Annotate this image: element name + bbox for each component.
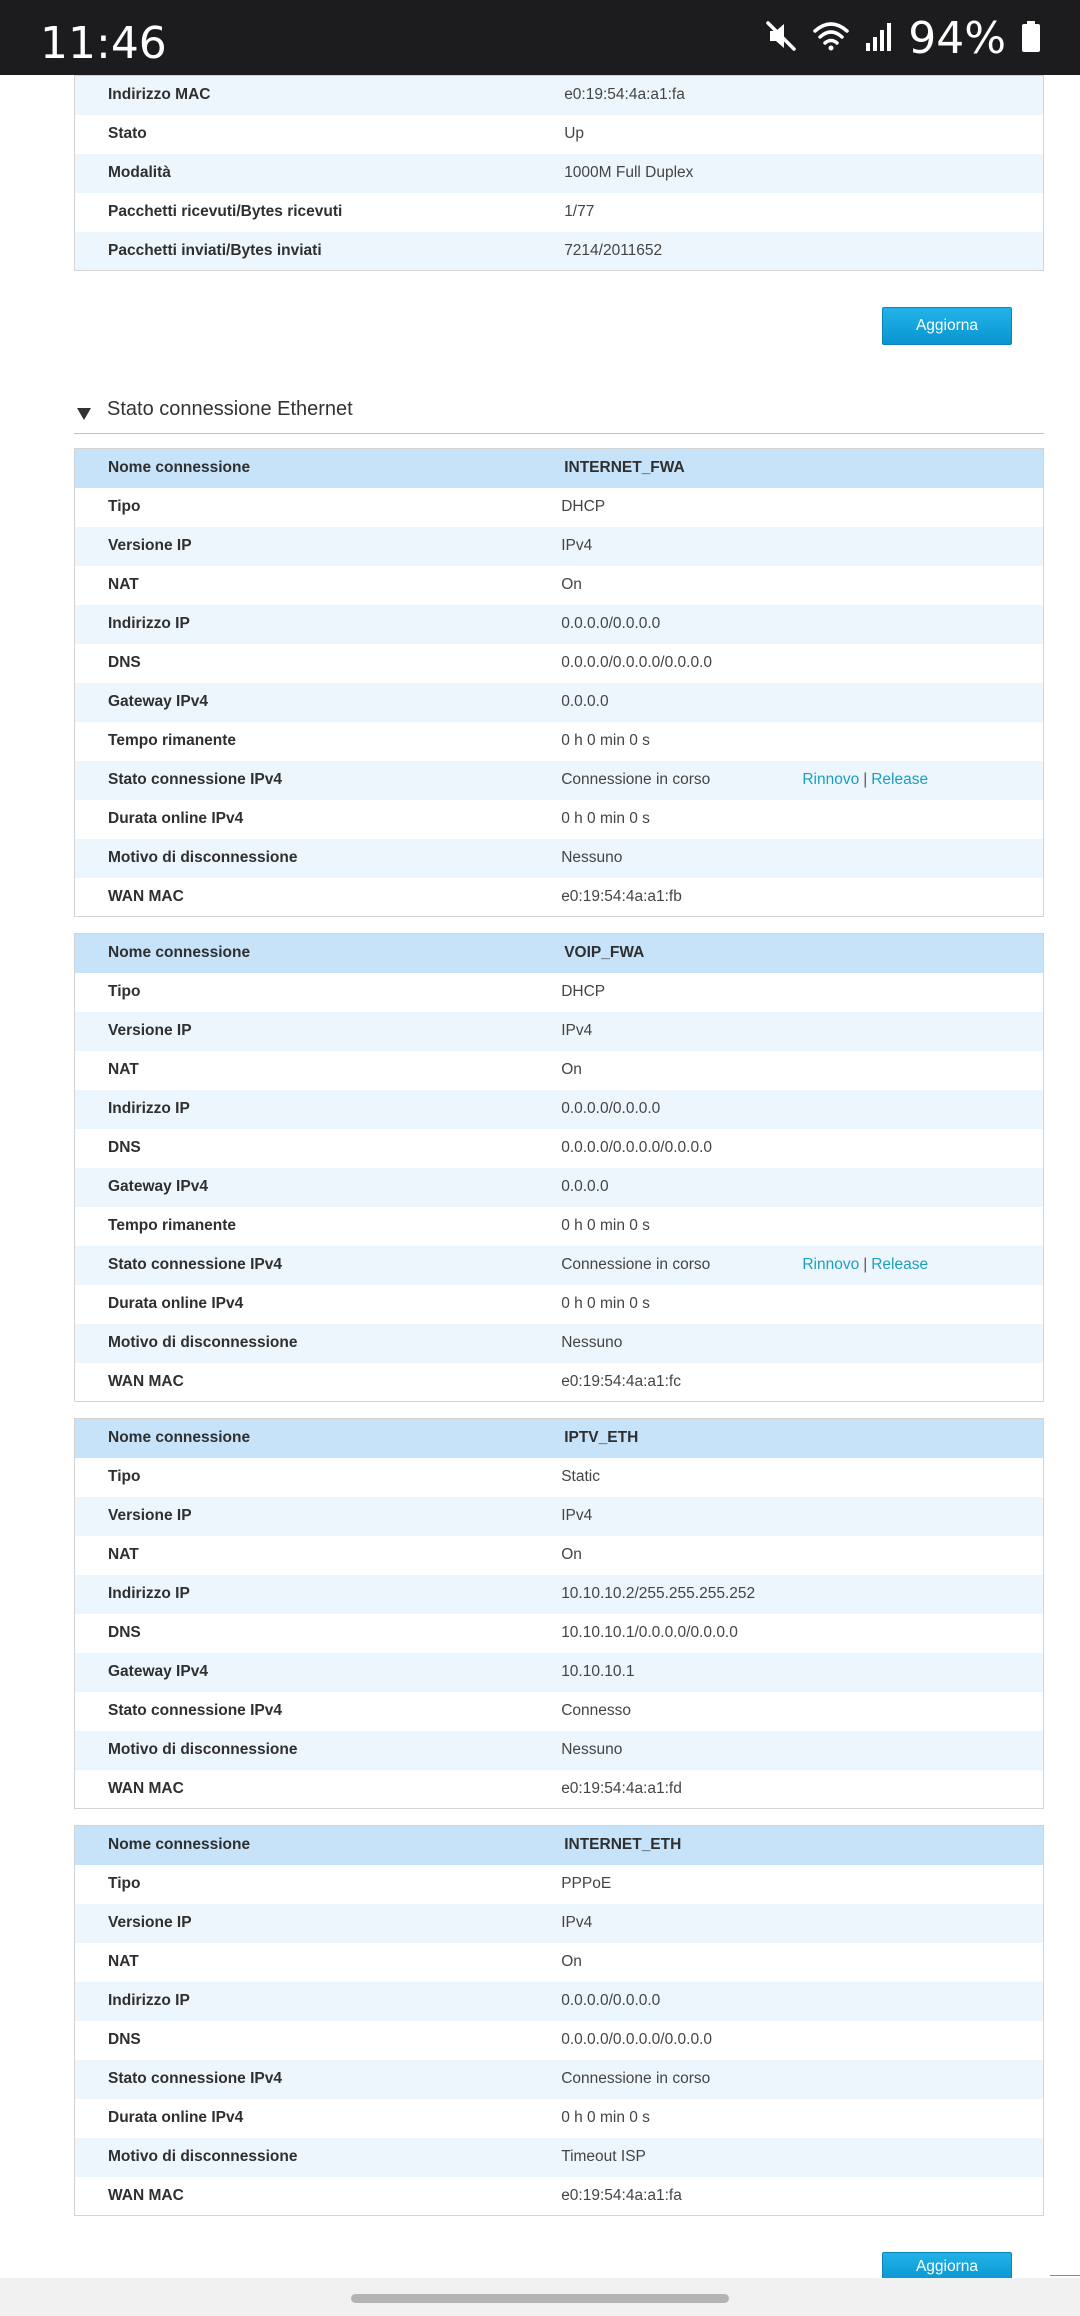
- table-row: [75, 1246, 1044, 1285]
- row-value: 10.10.10.2/255.255.255.252: [561, 1575, 802, 1614]
- row-label: Modalità: [75, 154, 562, 193]
- table-row: [75, 1692, 1044, 1731]
- row-value: IPv4: [561, 1497, 802, 1536]
- row-actions: [802, 1731, 1043, 1770]
- table-row: [75, 1207, 1044, 1246]
- row-value: 0.0.0.0/0.0.0.0/0.0.0.0: [561, 1129, 802, 1168]
- row-actions: [802, 1012, 1043, 1051]
- row-actions: [802, 1246, 1043, 1285]
- row-value: Nessuno: [561, 1731, 802, 1770]
- row-actions: [802, 1207, 1043, 1246]
- row-actions: [802, 878, 1043, 917]
- row-label: Durata online IPv4: [75, 800, 562, 839]
- connection-name-label: Nome connessione: [75, 449, 562, 488]
- table-row: [75, 2099, 1044, 2138]
- row-value: Static: [561, 1458, 802, 1497]
- table-row: [75, 232, 1044, 271]
- row-label: NAT: [75, 1943, 562, 1982]
- wifi-icon: [812, 19, 850, 58]
- table-row: [75, 1731, 1044, 1770]
- connection-name: INTERNET_FWA: [561, 449, 1043, 488]
- row-label: Tipo: [75, 973, 562, 1012]
- row-label: Versione IP: [75, 1497, 562, 1536]
- row-value: e0:19:54:4a:a1:fc: [561, 1363, 802, 1402]
- row-value: IPv4: [561, 527, 802, 566]
- table-row: [75, 839, 1044, 878]
- row-label: Motivo di disconnessione: [75, 2138, 562, 2177]
- connection-name-label: Nome connessione: [75, 1419, 562, 1458]
- mute-icon: [764, 19, 798, 58]
- row-actions: [802, 1614, 1043, 1653]
- row-actions: [802, 1497, 1043, 1536]
- row-label: Tipo: [75, 1458, 562, 1497]
- row-value: On: [561, 1536, 802, 1575]
- row-actions: [802, 1090, 1043, 1129]
- row-label: Pacchetti ricevuti/Bytes ricevuti: [75, 193, 562, 232]
- row-label: Indirizzo IP: [75, 1090, 562, 1129]
- row-value: IPv4: [561, 1012, 802, 1051]
- table-row: [75, 1129, 1044, 1168]
- row-value: On: [561, 566, 802, 605]
- row-label: Stato: [75, 115, 562, 154]
- table-row: [75, 1458, 1044, 1497]
- row-actions: [802, 1129, 1043, 1168]
- row-value: On: [561, 1051, 802, 1090]
- row-actions: [802, 2177, 1043, 2216]
- row-value: Nessuno: [561, 839, 802, 878]
- connection-header-row: [75, 1419, 1044, 1458]
- renew-link[interactable]: Rinnovo: [802, 771, 860, 788]
- table-row: [75, 2177, 1044, 2216]
- row-actions: [802, 1943, 1043, 1982]
- row-label: NAT: [75, 566, 562, 605]
- row-actions: [802, 1285, 1043, 1324]
- table-row: [75, 1614, 1044, 1653]
- table-row: [75, 1285, 1044, 1324]
- table-row: [75, 761, 1044, 800]
- collapse-triangle-icon[interactable]: [77, 408, 91, 420]
- connection-table: [74, 1825, 1044, 2216]
- row-label: Motivo di disconnessione: [75, 1324, 562, 1363]
- row-actions: [802, 605, 1043, 644]
- table-row: [75, 1536, 1044, 1575]
- navigation-bar: [0, 2278, 1080, 2316]
- row-label: Motivo di disconnessione: [75, 1731, 562, 1770]
- table-row: [75, 1363, 1044, 1402]
- row-label: Tipo: [75, 488, 562, 527]
- row-actions: [802, 2138, 1043, 2177]
- row-value: 0.0.0.0/0.0.0.0: [561, 1982, 802, 2021]
- connection-table: [74, 1418, 1044, 1809]
- table-row: [75, 2021, 1044, 2060]
- row-actions: [802, 1982, 1043, 2021]
- row-value: Connessione in corso: [561, 761, 802, 800]
- table-row: [75, 2138, 1044, 2177]
- table-row: [75, 605, 1044, 644]
- connection-name: IPTV_ETH: [561, 1419, 1043, 1458]
- row-value: 0 h 0 min 0 s: [561, 800, 802, 839]
- row-value: DHCP: [561, 973, 802, 1012]
- row-value: 0 h 0 min 0 s: [561, 1207, 802, 1246]
- table-row: [75, 1904, 1044, 1943]
- table-row: [75, 1943, 1044, 1982]
- row-label: WAN MAC: [75, 2177, 562, 2216]
- row-label: Motivo di disconnessione: [75, 839, 562, 878]
- row-label: Durata online IPv4: [75, 2099, 562, 2138]
- table-row: [75, 1653, 1044, 1692]
- connection-name-label: Nome connessione: [75, 934, 562, 973]
- row-label: Indirizzo IP: [75, 605, 562, 644]
- row-label: Indirizzo IP: [75, 1575, 562, 1614]
- section-header[interactable]: [74, 394, 1044, 434]
- connection-table: [74, 448, 1044, 917]
- table-row: [75, 1770, 1044, 1809]
- row-actions: [802, 1168, 1043, 1207]
- table-row: [75, 1012, 1044, 1051]
- table-row: [75, 1982, 1044, 2021]
- row-label: Versione IP: [75, 1904, 562, 1943]
- link-separator: |: [863, 1256, 868, 1273]
- port-status-table: [74, 75, 1044, 271]
- battery-icon: [1020, 19, 1042, 58]
- row-actions: [802, 566, 1043, 605]
- row-actions: [802, 644, 1043, 683]
- row-actions: [802, 1865, 1043, 1904]
- row-value: 1/77: [561, 193, 1043, 232]
- row-label: Tipo: [75, 1865, 562, 1904]
- row-value: 0.0.0.0/0.0.0.0/0.0.0.0: [561, 2021, 802, 2060]
- row-label: Stato connessione IPv4: [75, 1246, 562, 1285]
- row-value: On: [561, 1943, 802, 1982]
- table-row: [75, 878, 1044, 917]
- row-value: 0.0.0.0/0.0.0.0: [561, 605, 802, 644]
- row-value: 10.10.10.1: [561, 1653, 802, 1692]
- table-row: [75, 488, 1044, 527]
- table-row: [75, 115, 1044, 154]
- table-row: [75, 1051, 1044, 1090]
- connection-name: VOIP_FWA: [561, 934, 1043, 973]
- table-row: [75, 722, 1044, 761]
- row-actions: [802, 2060, 1043, 2099]
- table-row: [75, 154, 1044, 193]
- row-actions: [802, 2021, 1043, 2060]
- row-actions: [802, 722, 1043, 761]
- row-label: NAT: [75, 1051, 562, 1090]
- row-value: 0 h 0 min 0 s: [561, 722, 802, 761]
- row-actions: [802, 1575, 1043, 1614]
- row-actions: [802, 800, 1043, 839]
- home-handle[interactable]: [351, 2294, 729, 2303]
- row-value: 0.0.0.0/0.0.0.0/0.0.0.0: [561, 644, 802, 683]
- row-value: e0:19:54:4a:a1:fa: [561, 76, 1043, 115]
- row-value: e0:19:54:4a:a1:fa: [561, 2177, 802, 2216]
- row-value: IPv4: [561, 1904, 802, 1943]
- refresh-button-bottom[interactable]: Aggiorna: [882, 2252, 1012, 2282]
- row-actions: [802, 1692, 1043, 1731]
- row-value: Connessione in corso: [561, 1246, 802, 1285]
- row-label: Versione IP: [75, 1012, 562, 1051]
- row-actions: [802, 761, 1043, 800]
- row-label: Stato connessione IPv4: [75, 761, 562, 800]
- row-label: Pacchetti inviati/Bytes inviati: [75, 232, 562, 271]
- table-row: [75, 1090, 1044, 1129]
- connection-header-row: [75, 449, 1044, 488]
- row-value: Nessuno: [561, 1324, 802, 1363]
- row-actions: [802, 488, 1043, 527]
- table-row: [75, 1575, 1044, 1614]
- row-label: Gateway IPv4: [75, 683, 562, 722]
- table-row: [75, 193, 1044, 232]
- row-label: Tempo rimanente: [75, 1207, 562, 1246]
- row-label: Tempo rimanente: [75, 722, 562, 761]
- row-label: Durata online IPv4: [75, 1285, 562, 1324]
- row-actions: [802, 839, 1043, 878]
- row-value: 0 h 0 min 0 s: [561, 2099, 802, 2138]
- table-row: [75, 683, 1044, 722]
- table-row: [75, 1168, 1044, 1207]
- divider: [1050, 2275, 1080, 2276]
- row-value: 0.0.0.0: [561, 683, 802, 722]
- row-value: 10.10.10.1/0.0.0.0/0.0.0.0: [561, 1614, 802, 1653]
- row-actions: [802, 2099, 1043, 2138]
- row-value: 0.0.0.0/0.0.0.0: [561, 1090, 802, 1129]
- table-row: [75, 973, 1044, 1012]
- row-actions: [802, 1363, 1043, 1402]
- connection-header-row: [75, 934, 1044, 973]
- row-label: DNS: [75, 644, 562, 683]
- row-label: DNS: [75, 1614, 562, 1653]
- row-value: Connesso: [561, 1692, 802, 1731]
- status-time: 11:46: [40, 18, 167, 69]
- status-icons: [764, 12, 1042, 64]
- refresh-button[interactable]: Aggiorna: [882, 307, 1012, 345]
- row-value: Timeout ISP: [561, 2138, 802, 2177]
- row-label: WAN MAC: [75, 878, 562, 917]
- status-bar: [0, 0, 1080, 75]
- connection-header-row: [75, 1826, 1044, 1865]
- release-link[interactable]: Release: [871, 1256, 929, 1273]
- row-label: Stato connessione IPv4: [75, 2060, 562, 2099]
- row-actions: [802, 1458, 1043, 1497]
- row-value: 0 h 0 min 0 s: [561, 1285, 802, 1324]
- row-label: NAT: [75, 1536, 562, 1575]
- row-actions: [802, 1536, 1043, 1575]
- table-row: [75, 527, 1044, 566]
- release-link[interactable]: Release: [871, 771, 929, 788]
- row-value: 7214/2011652: [561, 232, 1043, 271]
- table-row: [75, 800, 1044, 839]
- table-row: [75, 644, 1044, 683]
- row-label: Indirizzo MAC: [75, 76, 562, 115]
- row-label: DNS: [75, 1129, 562, 1168]
- connection-name-label: Nome connessione: [75, 1826, 562, 1865]
- section-title: Stato connessione Ethernet: [107, 398, 353, 420]
- row-actions: [802, 1324, 1043, 1363]
- battery-percent: 94%: [908, 12, 1006, 64]
- table-row: [75, 1497, 1044, 1536]
- connection-name: INTERNET_ETH: [561, 1826, 1043, 1865]
- row-label: Gateway IPv4: [75, 1168, 562, 1207]
- row-label: Versione IP: [75, 527, 562, 566]
- table-row: [75, 76, 1044, 115]
- table-row: [75, 2060, 1044, 2099]
- table-row: [75, 1865, 1044, 1904]
- signal-icon: [864, 19, 894, 58]
- row-label: DNS: [75, 2021, 562, 2060]
- row-actions: [802, 1051, 1043, 1090]
- row-actions: [802, 1904, 1043, 1943]
- row-label: Gateway IPv4: [75, 1653, 562, 1692]
- row-value: Up: [561, 115, 1043, 154]
- row-value: DHCP: [561, 488, 802, 527]
- row-value: 0.0.0.0: [561, 1168, 802, 1207]
- table-row: [75, 566, 1044, 605]
- row-label: WAN MAC: [75, 1770, 562, 1809]
- table-row: [75, 1324, 1044, 1363]
- row-value: e0:19:54:4a:a1:fd: [561, 1770, 802, 1809]
- row-value: e0:19:54:4a:a1:fb: [561, 878, 802, 917]
- row-actions: [802, 527, 1043, 566]
- row-label: WAN MAC: [75, 1363, 562, 1402]
- row-actions: [802, 973, 1043, 1012]
- row-label: Indirizzo IP: [75, 1982, 562, 2021]
- row-value: 1000M Full Duplex: [561, 154, 1043, 193]
- row-actions: [802, 683, 1043, 722]
- row-actions: [802, 1770, 1043, 1809]
- connection-table: [74, 933, 1044, 1402]
- link-separator: |: [863, 771, 868, 788]
- row-label: Stato connessione IPv4: [75, 1692, 562, 1731]
- row-value: PPPoE: [561, 1865, 802, 1904]
- row-actions: [802, 1653, 1043, 1692]
- renew-link[interactable]: Rinnovo: [802, 1256, 860, 1273]
- row-value: Connessione in corso: [561, 2060, 802, 2099]
